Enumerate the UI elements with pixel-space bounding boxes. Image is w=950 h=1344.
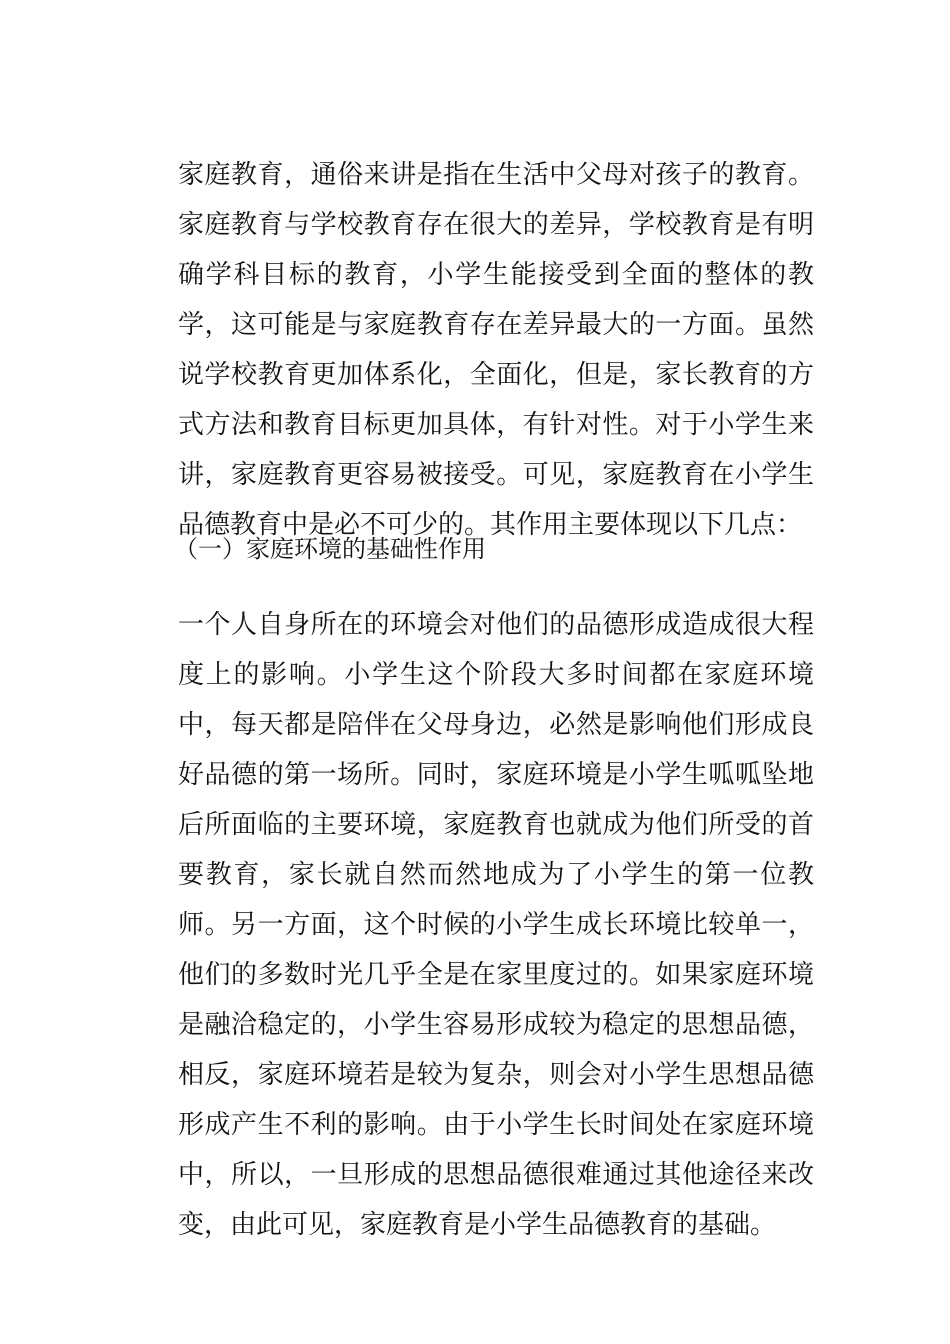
body-paragraph-2: 一个人自身所在的环境会对他们的品德形成造成很大程度上的影响。小学生这个阶段大多时间都在家庭环境中，每天都是陪伴在父母身边，必然是影响他们形成良好品德的第一场所。同时，家庭环境是小学生呱呱坠地后所面临的主要环境，家庭教育也就成为他们所受的首要教育，家长就自然而然地成为了小学生的第一位教师。另一方面，这个时候的小学生成长环境比较单一，他们的多数时光几乎全是在家里度过的。如果家庭环境是融洽稳定的，小学生容易形成较为稳定的思想品德，相反，家庭环境若是较为复杂，则会对小学生思想品德形成产生不利的影响。由于小学生长时间处在家庭环境中，所以，一旦形成的思想品德很难通过其他途径来改变，由此可见，家庭教育是小学生品德教育的基础。 [178,610,814,1240]
body-paragraph-1: 家庭教育，通俗来讲是指在生活中父母对孩子的教育。家庭教育与学校教育存在很大的差异，学校教育是有明确学科目标的教育，小学生能接受到全面的整体的教学，这可能是与家庭教育存在差异最大的一方面。虽然说学校教育更加体系化，全面化，但是，家长教育的方式方法和教育目标更加具体，有针对性。对于小学生来讲，家庭教育更容易被接受。可见，家庭教育在小学生品德教育中是必不可少的。其作用主要体现以下几点： [178,160,814,540]
section-heading: （一）家庭环境的基础性作用 [174,535,486,563]
